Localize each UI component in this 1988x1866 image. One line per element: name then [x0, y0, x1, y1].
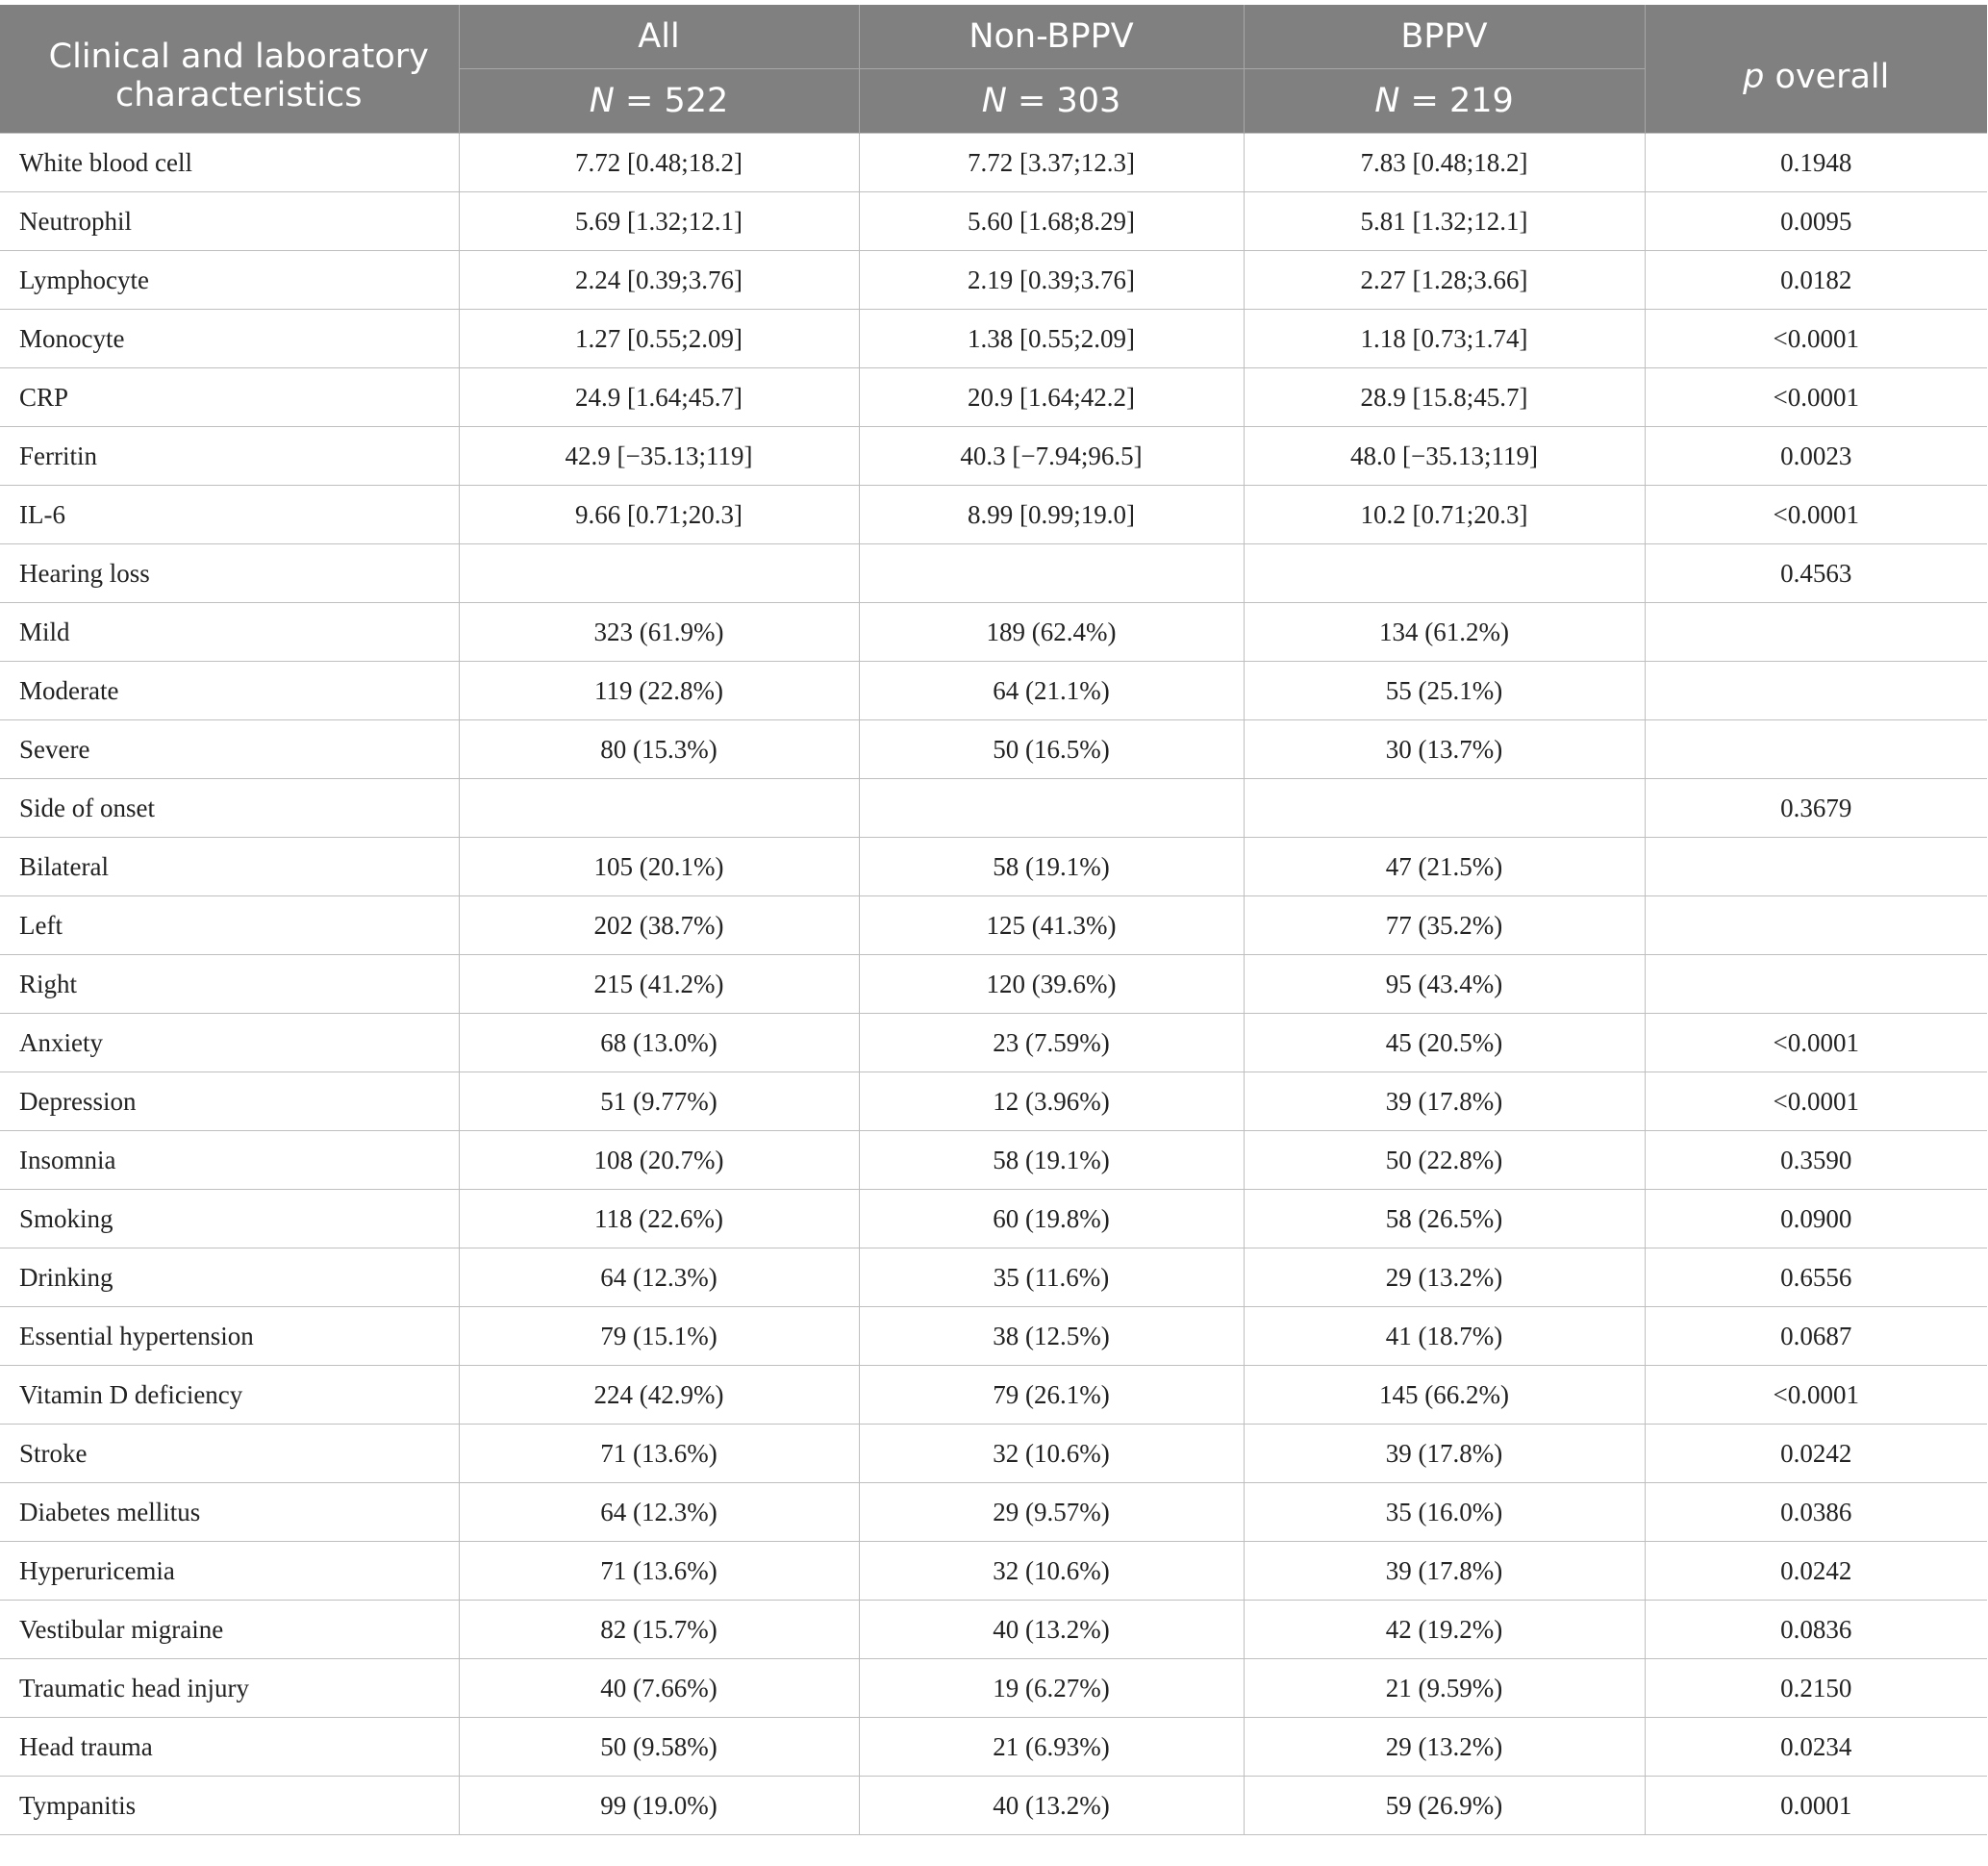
table-row — [0, 720, 1987, 779]
cell-non-bppv: 19 (6.27%) — [859, 1659, 1244, 1718]
table-row — [0, 1425, 1987, 1483]
cell-non-bppv — [859, 779, 1244, 838]
cell-p-overall — [1645, 603, 1987, 662]
cell-non-bppv: 38 (12.5%) — [859, 1307, 1244, 1366]
characteristic-label: Head trauma — [0, 1718, 459, 1777]
table-row — [0, 544, 1987, 603]
cell-p-overall: 0.1948 — [1645, 134, 1987, 192]
characteristic-label: Hearing loss — [0, 544, 459, 603]
cell-p-overall: <0.0001 — [1645, 486, 1987, 544]
cell-non-bppv: 79 (26.1%) — [859, 1366, 1244, 1425]
cell-non-bppv: 58 (19.1%) — [859, 838, 1244, 896]
cell-all: 118 (22.6%) — [459, 1190, 859, 1248]
table-row — [0, 779, 1987, 838]
cell-p-overall — [1645, 896, 1987, 955]
cell-all: 215 (41.2%) — [459, 955, 859, 1014]
cell-p-overall: 0.0836 — [1645, 1601, 1987, 1659]
cell-p-overall — [1645, 838, 1987, 896]
cell-non-bppv: 21 (6.93%) — [859, 1718, 1244, 1777]
cell-all: 40 (7.66%) — [459, 1659, 859, 1718]
table-row — [0, 134, 1987, 192]
cell-all: 224 (42.9%) — [459, 1366, 859, 1425]
characteristic-label: Vitamin D deficiency — [0, 1366, 459, 1425]
table-row — [0, 1601, 1987, 1659]
characteristic-label: Drinking — [0, 1248, 459, 1307]
characteristic-label: Side of onset — [0, 779, 459, 838]
characteristic-label: Neutrophil — [0, 192, 459, 251]
characteristic-label: Smoking — [0, 1190, 459, 1248]
cell-all: 64 (12.3%) — [459, 1483, 859, 1542]
p-overall-header — [1645, 5, 1987, 134]
cell-p-overall — [1645, 955, 1987, 1014]
cell-bppv: 58 (26.5%) — [1244, 1190, 1645, 1248]
n-value: = 522 — [625, 82, 729, 120]
cell-all: 71 (13.6%) — [459, 1542, 859, 1601]
cell-p-overall: 0.0023 — [1645, 427, 1987, 486]
cell-p-overall — [1645, 662, 1987, 720]
cell-non-bppv: 40 (13.2%) — [859, 1777, 1244, 1835]
table-row — [0, 955, 1987, 1014]
p-symbol: p — [1743, 57, 1765, 96]
group-header-non-bppv: Non-BPPV — [859, 5, 1244, 69]
cell-non-bppv: 120 (39.6%) — [859, 955, 1244, 1014]
group-header-all: All — [459, 5, 859, 69]
characteristic-label: Vestibular migraine — [0, 1601, 459, 1659]
cell-p-overall: 0.6556 — [1645, 1248, 1987, 1307]
cell-bppv: 39 (17.8%) — [1244, 1072, 1645, 1131]
cell-non-bppv: 40.3 [−7.94;96.5] — [859, 427, 1244, 486]
table-row — [0, 486, 1987, 544]
table-row — [0, 838, 1987, 896]
cell-bppv: 2.27 [1.28;3.66] — [1244, 251, 1645, 310]
table-row — [0, 310, 1987, 368]
n-symbol: N — [589, 82, 615, 120]
cell-all: 51 (9.77%) — [459, 1072, 859, 1131]
cell-all: 5.69 [1.32;12.1] — [459, 192, 859, 251]
cell-all — [459, 779, 859, 838]
cell-all: 323 (61.9%) — [459, 603, 859, 662]
cell-bppv: 145 (66.2%) — [1244, 1366, 1645, 1425]
cell-p-overall: <0.0001 — [1645, 1366, 1987, 1425]
table-row — [0, 1072, 1987, 1131]
table-row — [0, 427, 1987, 486]
cell-p-overall: 0.3590 — [1645, 1131, 1987, 1190]
cell-bppv — [1244, 779, 1645, 838]
cell-bppv: 5.81 [1.32;12.1] — [1244, 192, 1645, 251]
table-header — [0, 5, 1987, 134]
cell-p-overall: 0.0386 — [1645, 1483, 1987, 1542]
table-row — [0, 662, 1987, 720]
characteristic-label: Depression — [0, 1072, 459, 1131]
cell-bppv: 95 (43.4%) — [1244, 955, 1645, 1014]
cell-bppv: 42 (19.2%) — [1244, 1601, 1645, 1659]
header-row-groups — [0, 5, 1987, 69]
cell-non-bppv: 64 (21.1%) — [859, 662, 1244, 720]
table-row — [0, 1542, 1987, 1601]
n-value: = 219 — [1410, 82, 1514, 120]
cell-p-overall: 0.3679 — [1645, 779, 1987, 838]
table-row — [0, 1366, 1987, 1425]
cell-non-bppv: 40 (13.2%) — [859, 1601, 1244, 1659]
cell-p-overall: <0.0001 — [1645, 368, 1987, 427]
cell-all: 99 (19.0%) — [459, 1777, 859, 1835]
cell-non-bppv: 29 (9.57%) — [859, 1483, 1244, 1542]
characteristic-label: Tympanitis — [0, 1777, 459, 1835]
cell-all: 202 (38.7%) — [459, 896, 859, 955]
table-row — [0, 1248, 1987, 1307]
cell-non-bppv: 58 (19.1%) — [859, 1131, 1244, 1190]
cell-bppv: 35 (16.0%) — [1244, 1483, 1645, 1542]
cell-all: 2.24 [0.39;3.76] — [459, 251, 859, 310]
cell-bppv: 77 (35.2%) — [1244, 896, 1645, 955]
group-header-bppv: BPPV — [1244, 5, 1645, 69]
cell-p-overall: 0.0234 — [1645, 1718, 1987, 1777]
characteristics-table — [0, 5, 1987, 1835]
table-row — [0, 251, 1987, 310]
table-row — [0, 1777, 1987, 1835]
cell-p-overall: <0.0001 — [1645, 310, 1987, 368]
cell-non-bppv: 8.99 [0.99;19.0] — [859, 486, 1244, 544]
table-row — [0, 896, 1987, 955]
cell-bppv: 55 (25.1%) — [1244, 662, 1645, 720]
cell-bppv: 39 (17.8%) — [1244, 1542, 1645, 1601]
cell-bppv: 48.0 [−35.13;119] — [1244, 427, 1645, 486]
characteristic-label: Monocyte — [0, 310, 459, 368]
characteristic-label: Moderate — [0, 662, 459, 720]
cell-non-bppv: 23 (7.59%) — [859, 1014, 1244, 1072]
table-row — [0, 1483, 1987, 1542]
characteristic-label: Diabetes mellitus — [0, 1483, 459, 1542]
cell-bppv: 41 (18.7%) — [1244, 1307, 1645, 1366]
table-row — [0, 192, 1987, 251]
cell-non-bppv: 5.60 [1.68;8.29] — [859, 192, 1244, 251]
cell-bppv: 7.83 [0.48;18.2] — [1244, 134, 1645, 192]
cell-p-overall: 0.0182 — [1645, 251, 1987, 310]
cell-all: 105 (20.1%) — [459, 838, 859, 896]
cell-all: 79 (15.1%) — [459, 1307, 859, 1366]
cell-non-bppv: 12 (3.96%) — [859, 1072, 1244, 1131]
characteristic-label: Essential hypertension — [0, 1307, 459, 1366]
characteristic-label: CRP — [0, 368, 459, 427]
cell-non-bppv — [859, 544, 1244, 603]
cell-all: 119 (22.8%) — [459, 662, 859, 720]
cell-p-overall: 0.4563 — [1645, 544, 1987, 603]
characteristic-label: Hyperuricemia — [0, 1542, 459, 1601]
cell-bppv: 59 (26.9%) — [1244, 1777, 1645, 1835]
cell-non-bppv: 35 (11.6%) — [859, 1248, 1244, 1307]
cell-non-bppv: 50 (16.5%) — [859, 720, 1244, 779]
cell-bppv: 50 (22.8%) — [1244, 1131, 1645, 1190]
cell-bppv — [1244, 544, 1645, 603]
table-row — [0, 368, 1987, 427]
cell-non-bppv: 32 (10.6%) — [859, 1425, 1244, 1483]
cell-p-overall: 0.2150 — [1645, 1659, 1987, 1718]
characteristic-label: Left — [0, 896, 459, 955]
characteristic-label: Anxiety — [0, 1014, 459, 1072]
cell-p-overall: <0.0001 — [1645, 1014, 1987, 1072]
cell-all: 42.9 [−35.13;119] — [459, 427, 859, 486]
cell-all: 68 (13.0%) — [459, 1014, 859, 1072]
cell-all: 24.9 [1.64;45.7] — [459, 368, 859, 427]
n-header-non-bppv — [859, 69, 1244, 134]
cell-non-bppv: 20.9 [1.64;42.2] — [859, 368, 1244, 427]
cell-bppv: 28.9 [15.8;45.7] — [1244, 368, 1645, 427]
cell-all: 64 (12.3%) — [459, 1248, 859, 1307]
cell-all: 50 (9.58%) — [459, 1718, 859, 1777]
cell-all: 80 (15.3%) — [459, 720, 859, 779]
characteristic-label: Severe — [0, 720, 459, 779]
characteristic-label: Ferritin — [0, 427, 459, 486]
characteristic-label: Mild — [0, 603, 459, 662]
cell-non-bppv: 60 (19.8%) — [859, 1190, 1244, 1248]
table-body — [0, 134, 1987, 1835]
characteristic-label: Stroke — [0, 1425, 459, 1483]
characteristic-label: Lymphocyte — [0, 251, 459, 310]
cell-all: 82 (15.7%) — [459, 1601, 859, 1659]
characteristic-label: IL-6 — [0, 486, 459, 544]
cell-p-overall: 0.0095 — [1645, 192, 1987, 251]
cell-non-bppv: 7.72 [3.37;12.3] — [859, 134, 1244, 192]
table-row — [0, 603, 1987, 662]
p-overall-text: overall — [1764, 57, 1890, 96]
cell-all: 7.72 [0.48;18.2] — [459, 134, 859, 192]
cell-all: 9.66 [0.71;20.3] — [459, 486, 859, 544]
cell-bppv: 30 (13.7%) — [1244, 720, 1645, 779]
cell-p-overall — [1645, 720, 1987, 779]
cell-bppv: 21 (9.59%) — [1244, 1659, 1645, 1718]
characteristic-label: Bilateral — [0, 838, 459, 896]
cell-bppv: 45 (20.5%) — [1244, 1014, 1645, 1072]
n-header-all — [459, 69, 859, 134]
cell-p-overall: 0.0242 — [1645, 1425, 1987, 1483]
characteristic-label: White blood cell — [0, 134, 459, 192]
n-value: = 303 — [1018, 82, 1121, 120]
characteristic-label: Right — [0, 955, 459, 1014]
cell-all: 1.27 [0.55;2.09] — [459, 310, 859, 368]
cell-bppv: 29 (13.2%) — [1244, 1248, 1645, 1307]
cell-p-overall: 0.0687 — [1645, 1307, 1987, 1366]
cell-bppv: 134 (61.2%) — [1244, 603, 1645, 662]
table-row — [0, 1307, 1987, 1366]
characteristic-label: Traumatic head injury — [0, 1659, 459, 1718]
table-row — [0, 1190, 1987, 1248]
cell-non-bppv: 1.38 [0.55;2.09] — [859, 310, 1244, 368]
cell-bppv: 39 (17.8%) — [1244, 1425, 1645, 1483]
cell-bppv: 1.18 [0.73;1.74] — [1244, 310, 1645, 368]
cell-bppv: 29 (13.2%) — [1244, 1718, 1645, 1777]
cell-bppv: 10.2 [0.71;20.3] — [1244, 486, 1645, 544]
cell-p-overall: 0.0900 — [1645, 1190, 1987, 1248]
cell-all — [459, 544, 859, 603]
cell-non-bppv: 125 (41.3%) — [859, 896, 1244, 955]
cell-p-overall: 0.0001 — [1645, 1777, 1987, 1835]
table-row — [0, 1718, 1987, 1777]
table-row — [0, 1659, 1987, 1718]
cell-all: 71 (13.6%) — [459, 1425, 859, 1483]
cell-non-bppv: 189 (62.4%) — [859, 603, 1244, 662]
n-header-bppv — [1244, 69, 1645, 134]
n-symbol: N — [1374, 82, 1400, 120]
n-symbol: N — [981, 82, 1007, 120]
cell-non-bppv: 2.19 [0.39;3.76] — [859, 251, 1244, 310]
cell-all: 108 (20.7%) — [459, 1131, 859, 1190]
table-row — [0, 1014, 1987, 1072]
table-row — [0, 1131, 1987, 1190]
cell-p-overall: 0.0242 — [1645, 1542, 1987, 1601]
characteristic-label: Insomnia — [0, 1131, 459, 1190]
cell-p-overall: <0.0001 — [1645, 1072, 1987, 1131]
cell-non-bppv: 32 (10.6%) — [859, 1542, 1244, 1601]
cell-bppv: 47 (21.5%) — [1244, 838, 1645, 896]
row-label-header: Clinical and laboratory characteristics — [0, 5, 459, 134]
